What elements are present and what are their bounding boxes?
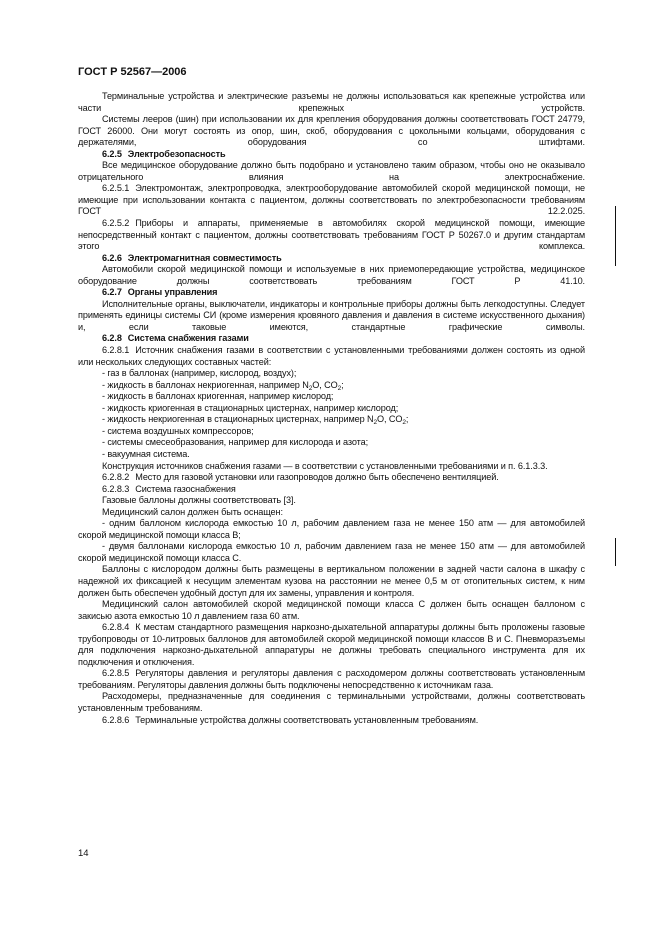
- list-item: - жидкость криогенная в стационарных цистернах, например кислород;: [102, 402, 399, 413]
- paragraph: - двумя баллонами кислорода емкостью 10 л, рабочим давлением газа не менее 150 атм — для автомобилей скорой медицинской помощи класса С.: [78, 541, 585, 563]
- clause-number: 6.2.5.2: [102, 218, 130, 229]
- section-number: 6.2.5: [102, 148, 122, 159]
- paragraph: Терминальные устройства и электрические разъемы не должны использоваться как крепежные устройства или части крепежных устройств.: [78, 91, 585, 113]
- list-item: [78, 380, 585, 392]
- section-number: 6.2.6: [102, 252, 122, 263]
- paragraph: [78, 183, 585, 218]
- paragraph: [78, 472, 585, 484]
- paragraph: Исполнительные органы, выключатели, индикаторы и контрольные приборы должны быть легкодоступны. Следует применять единицы системы СИ (кроме измерения кровяного давления и давления в системе искусственного дыхания) и, если таковые имеются, стандартные графические символы.: [78, 298, 585, 332]
- paragraph: Все медицинское оборудование должно быть подобрано и установлено таким образом, чтобы оно не оказывало отрицательного влияния на электроснабжение.: [78, 160, 585, 182]
- paragraph: Баллоны с кислородом должны быть размещены в вертикальном положении в задней части салона в шкафу с надежной их фиксацией к несущим элементам кузова на расстоянии не менее 0,5 м от отопительных систем, к ним должен быть обеспечен удобный доступ для их замены, управления и контроля.: [78, 564, 585, 598]
- list-item: - системы смесеобразования, например для кислорода и азота;: [102, 437, 369, 448]
- clause-number: 6.2.8.3: [102, 483, 130, 494]
- subscript: 2: [308, 384, 313, 392]
- paragraph: Расходомеры, предназначенные для соединения с терминальными устройствами, должны соответствовать установленным требованиям.: [78, 691, 585, 713]
- clause-number: 6.2.8.1: [102, 345, 130, 356]
- clause-text: Терминальные устройства должны соответствовать установленным требованиям.: [135, 714, 479, 725]
- list-item: - система воздушных компрессоров;: [102, 425, 254, 436]
- list-item-text: O, CO: [312, 379, 338, 390]
- document-header: ГОСТ Р 52567—2006: [78, 66, 187, 78]
- section-title: Электромагнитная совместимость: [127, 252, 282, 263]
- paragraph: Газовые баллоны должны соответствовать [3].: [102, 495, 296, 506]
- page-number: 14: [78, 848, 89, 859]
- section-heading: [78, 287, 585, 299]
- document-body: [78, 91, 585, 726]
- section-title: Органы управления: [127, 287, 218, 298]
- list-item: [78, 414, 585, 426]
- paragraph: [78, 668, 585, 691]
- subscript: 2: [337, 384, 342, 392]
- paragraph: Конструкция источников снабжения газами — в соответствии с установленными требованиями и п. 6.1.3.3.: [102, 460, 548, 471]
- clause-number: 6.2.8.2: [102, 472, 130, 483]
- list-item: - жидкость в баллонах криогенная, например кислород;: [102, 391, 334, 402]
- clause-text: Приборы и аппараты, применяемые в автомобилях скорой медицинской помощи, имеющие непосредственный контакт с пациентом, должны соответствовать требованиям ГОСТ Р 50267.0 и другим стандартам этого комплекса.: [78, 218, 585, 252]
- section-number: 6.2.7: [102, 287, 122, 298]
- paragraph: - одним баллоном кислорода емкостью 10 л, рабочим давлением газа не менее 150 атм — для автомобилей скорой медицинской помощи класса В;: [78, 518, 585, 540]
- subscript: 2: [373, 419, 378, 427]
- paragraph: [78, 218, 585, 253]
- section-heading: [78, 333, 585, 345]
- list-item-text: ;: [341, 379, 344, 390]
- list-item-text: ;: [405, 414, 409, 425]
- clause-text: Система газоснабжения: [135, 483, 236, 494]
- clause-text: К местам стандартного размещения наркозно-дыхательной аппаратуры должны быть проложены газовые трубопроводы от 10-литровых баллонов для автомобилей скорой медицинской помощи классов В и С. Пневморазъемы для подключения наркозно-дыхательной аппаратуры не должны требовать специального инструмента для их подключения и отключения.: [78, 622, 585, 667]
- clause-text: Электромонтаж, электропроводка, электрооборудование автомобилей скорой медицинской помощи, не имеющие при использовании контакта с пациентом, должны соответствовать по электробезопасности требованиям ГОСТ 12.2.025.: [78, 183, 585, 217]
- paragraph: Автомобили скорой медицинской помощи и используемые в них приемопередающие устройства, медицинское оборудование должны соответствовать требованиям ГОСТ Р 41.10.: [78, 264, 585, 286]
- list-item-text: O, CO: [377, 414, 403, 425]
- clause-text: Регуляторы давления и регуляторы давления с расходомером должны соответствовать установленным требованиям. Регуляторы давления должны быть подключены непосредственно к источникам газа.: [78, 668, 585, 690]
- paragraph: [78, 345, 585, 368]
- clause-number: 6.2.8.6: [102, 714, 130, 725]
- paragraph: Системы лееров (шин) при использовании их для крепления оборудования должны соответствовать ГОСТ 24779, ГОСТ 26000. Они могут состоять из опор, шин, скоб, оборудования с цокольными кольцами, оборудования с держателями, оборудования со штифтами.: [78, 114, 585, 148]
- paragraph: [78, 622, 585, 668]
- paragraph: [78, 715, 585, 727]
- clause-number: 6.2.5.1: [102, 183, 130, 194]
- change-bar: [615, 206, 616, 266]
- clause-number: 6.2.8.4: [102, 622, 130, 633]
- section-heading: [78, 149, 585, 161]
- section-title: Электробезопасность: [127, 148, 226, 159]
- list-item-text: - жидкость некриогенная в стационарных цистернах, например N: [102, 414, 374, 425]
- subscript: 2: [402, 419, 406, 427]
- section-heading: [78, 253, 585, 265]
- section-title: Система снабжения газами: [127, 333, 249, 344]
- paragraph: [78, 484, 585, 496]
- change-bar: [615, 538, 616, 566]
- clause-text: Место для газовой установки или газопроводов должно быть обеспечено вентиляцией.: [135, 472, 499, 483]
- section-number: 6.2.8: [102, 333, 122, 344]
- paragraph: Медицинский салон автомобилей скорой медицинской помощи класса С должен быть оснащен баллоном с закисью азота емкостью 10 л давлением газа 60 атм.: [78, 599, 585, 621]
- list-item: - газ в баллонах (например, кислород, воздух);: [102, 368, 297, 379]
- clause-text: Источник снабжения газами в соответствии с установленными требованиями должен состоять из одной или нескольких следующих составных частей:: [78, 345, 585, 367]
- paragraph: Медицинский салон должен быть оснащен:: [102, 506, 283, 517]
- list-item-text: - жидкость в баллонах некриогенная, например N: [102, 379, 309, 390]
- list-item: - вакуумная система.: [102, 448, 190, 459]
- clause-number: 6.2.8.5: [102, 668, 130, 679]
